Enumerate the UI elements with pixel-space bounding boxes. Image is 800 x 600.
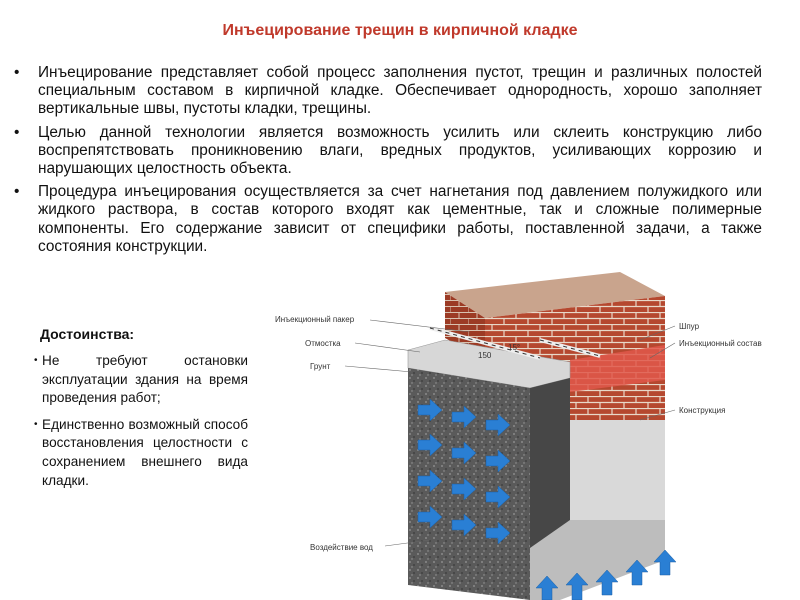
- slide-title: Инъецирование трещин в кирпичной кладке: [222, 22, 578, 39]
- advantage-text: Единственно возможный способ восстановления целостности с сохранением внешнего вида кладки.: [42, 416, 248, 488]
- bullet-marker: •: [34, 355, 38, 366]
- bullet-item: [14, 64, 762, 119]
- label-otmostka: Отмостка: [305, 339, 341, 348]
- dimension-label: 150: [478, 351, 492, 360]
- bullet-marker: •: [14, 183, 20, 201]
- bullet-marker: •: [14, 64, 20, 81]
- bullet-item: [14, 124, 762, 179]
- bullet-item: [14, 183, 762, 256]
- label-grunt: Грунт: [310, 362, 331, 371]
- bullet-text: Целью данной технологии является возможность усилить или склеить конструкцию либо воспрепятствовать проникновению влаги, вредных продуктов, усиливающих коррозию и нарушающих целостность объекта.: [38, 123, 762, 178]
- main-bullet-list: [14, 64, 762, 261]
- advantage-text: Не требуют остановки эксплуатации здания на время проведения работ;: [42, 353, 248, 406]
- label-shpur: Шпур: [679, 322, 700, 331]
- label-injection-composition: Инъекционный состав: [679, 339, 762, 348]
- advantage-item: [36, 416, 248, 490]
- label-water-impact: Воздействие вод: [310, 543, 373, 552]
- bullet-text: Инъецирование представляет собой процесс заполнения пустот, трещин и различных полостей специальным составом в кирпичной кладке. Обеспечивает однородность, хорошо заполняет вертикальные швы, пустоты кладки, трещины.: [38, 64, 762, 118]
- injection-diagram: [258, 250, 800, 600]
- advantage-item: [36, 352, 248, 408]
- bullet-marker: •: [14, 123, 20, 141]
- advantages-list: [36, 352, 248, 498]
- bullet-marker: •: [34, 418, 38, 430]
- label-construction: Конструкция: [679, 406, 726, 415]
- angle-label: 15°: [508, 343, 521, 352]
- bullet-text: Процедура инъецирования осуществляется за счет нагнетания под давлением полужидкого или жидкого раствора, в состав которого входят как цементные, так и сложные полимерные компоненты. Его содержание зависит от специфики работы, поставленной задачи, а также состояния конструкции.: [38, 183, 762, 255]
- advantages-heading: Достоинства:: [40, 326, 135, 342]
- label-packer: Инъекционный пакер: [275, 315, 355, 324]
